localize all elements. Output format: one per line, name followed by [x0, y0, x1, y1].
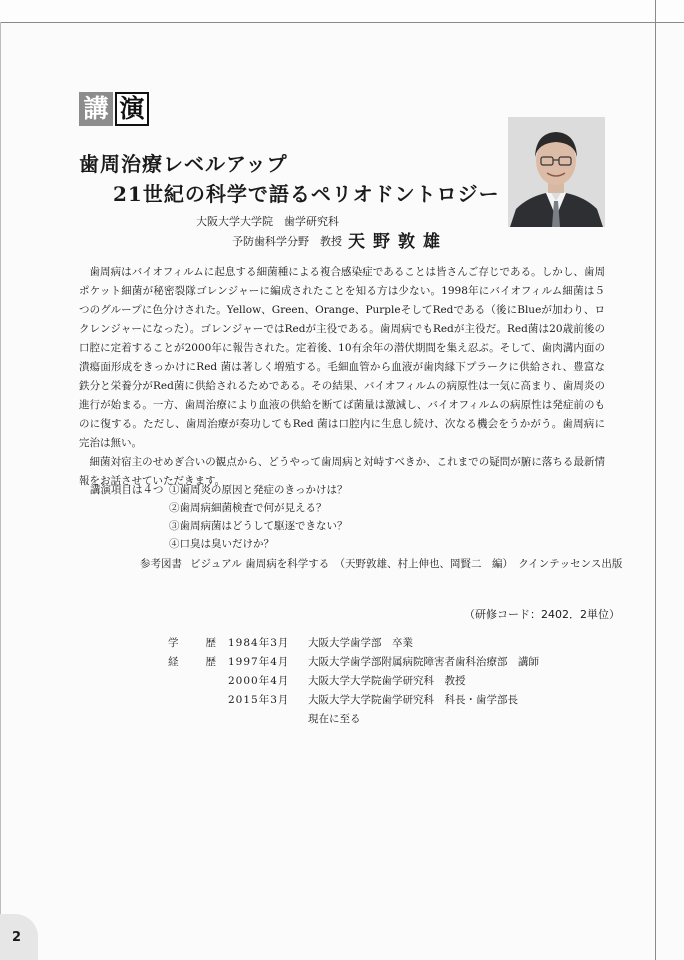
topic-item: ③歯周病菌はどうして駆逐できない？ [169, 520, 348, 532]
career-current: 現在に至る [308, 713, 361, 725]
topic-item: ②歯周病細菌検査で何が見える？ [169, 502, 327, 514]
reference-label: 参考図書 [140, 558, 182, 570]
reference-book [140, 556, 622, 571]
badge-char-2: 演 [115, 92, 149, 126]
career-text: 大阪大学大学院歯学研究科 科長・歯学部長 [308, 694, 518, 706]
career-date: 1997年4月 [228, 656, 290, 668]
badge-char-1: 講 [79, 92, 113, 126]
career-text: 大阪大学大学院歯学研究科 教授 [308, 675, 466, 687]
page-number: 2 [12, 930, 22, 945]
abstract-paragraph-2: 細菌対宿主のせめぎ合いの観点から、どうやって歯周病と対峙すべきか、これまでの疑問が腑に落ちる最新情報をお話させていただきます。 [79, 456, 605, 487]
lecture-abstract [79, 263, 605, 491]
career-date: 1984年3月 [228, 637, 290, 649]
topic-item: ①歯周炎の原因と発症のきっかけは？ [169, 484, 348, 496]
affiliation-line-2: 予防歯科学分野 教授 [232, 235, 342, 248]
work-label: 経 歴 [168, 656, 218, 668]
speaker-photo [508, 117, 605, 227]
lecture-topics [90, 481, 348, 553]
lecture-badge [79, 92, 149, 126]
lecture-title-line-1: 歯周治療レベルアップ [79, 152, 288, 176]
page-right-edge [655, 0, 656, 960]
lecture-title-line-2: 21世紀の科学で語るペリオドントロジー [113, 182, 500, 206]
page-number-tab [0, 914, 38, 960]
career-text: 大阪大学歯学部 卒業 [308, 637, 413, 649]
speaker-name: 天野敦雄 [348, 232, 448, 252]
page-top-frame [0, 0, 684, 23]
education-label: 学 歴 [168, 637, 218, 649]
career-date: 2015年3月 [228, 694, 290, 706]
career-text: 大阪大学歯学部附属病院障害者歯科治療部 講師 [308, 656, 539, 668]
topics-lead: 講演項目は４つ [90, 484, 164, 496]
affiliation-line-1: 大阪大学大学院 歯学研究科 [196, 215, 339, 228]
career-date: 2000年4月 [228, 675, 290, 687]
topic-item: ④口臭は臭いだけか？ [169, 538, 274, 550]
training-code: （研修コード：2402．2単位） [464, 608, 620, 621]
page-left-edge [0, 22, 1, 960]
abstract-paragraph-1: 歯周病はバイオフィルムに起息する細菌種による複合感染症であることは皆さんご存じである。しかし、歯周ポケット細菌が秘密裂隊ゴレンジャーに編成されたことを知る方は少ない。1998年にバイオフィルム細菌は５つのグループに色分けされた。Yellow、Green、Orange、PurpleそしてRedである（後にBlueが加わり、ロクレンジャーになった）。ゴレンジャーではRedが主役である。歯周病でもRedが主役だ。Red菌は20歳前後の口腔に定着することが2000年に報告された。定着後、10有余年の潜伏期間を集え忍ぶ。そして、歯肉溝内面の潰瘍面形成をきっかけにRed 菌は著しく増殖する。毛細血管から血液が歯肉縁下プラークに供給され、豊富な鉄分と栄養分がRed菌に供給されるためである。その結果、バイオフィルムの病原性は一気に高まり、歯周炎の進行が始まる。一方、歯周治療により血液の供給を断てば菌量は激減し、バイオフィルムの病原性は発症前のものに復する。ただし、歯周治療が奏功してもRed 菌は口腔内に生息し続け、次なる機会をうかがう。歯周病に完治は無い。 [79, 266, 605, 449]
reference-text: ビジュアル 歯周病を科学する （天野敦雄、村上伸也、岡賢二 編） クインテッセンス出版 [190, 558, 623, 570]
career-history [168, 634, 539, 729]
